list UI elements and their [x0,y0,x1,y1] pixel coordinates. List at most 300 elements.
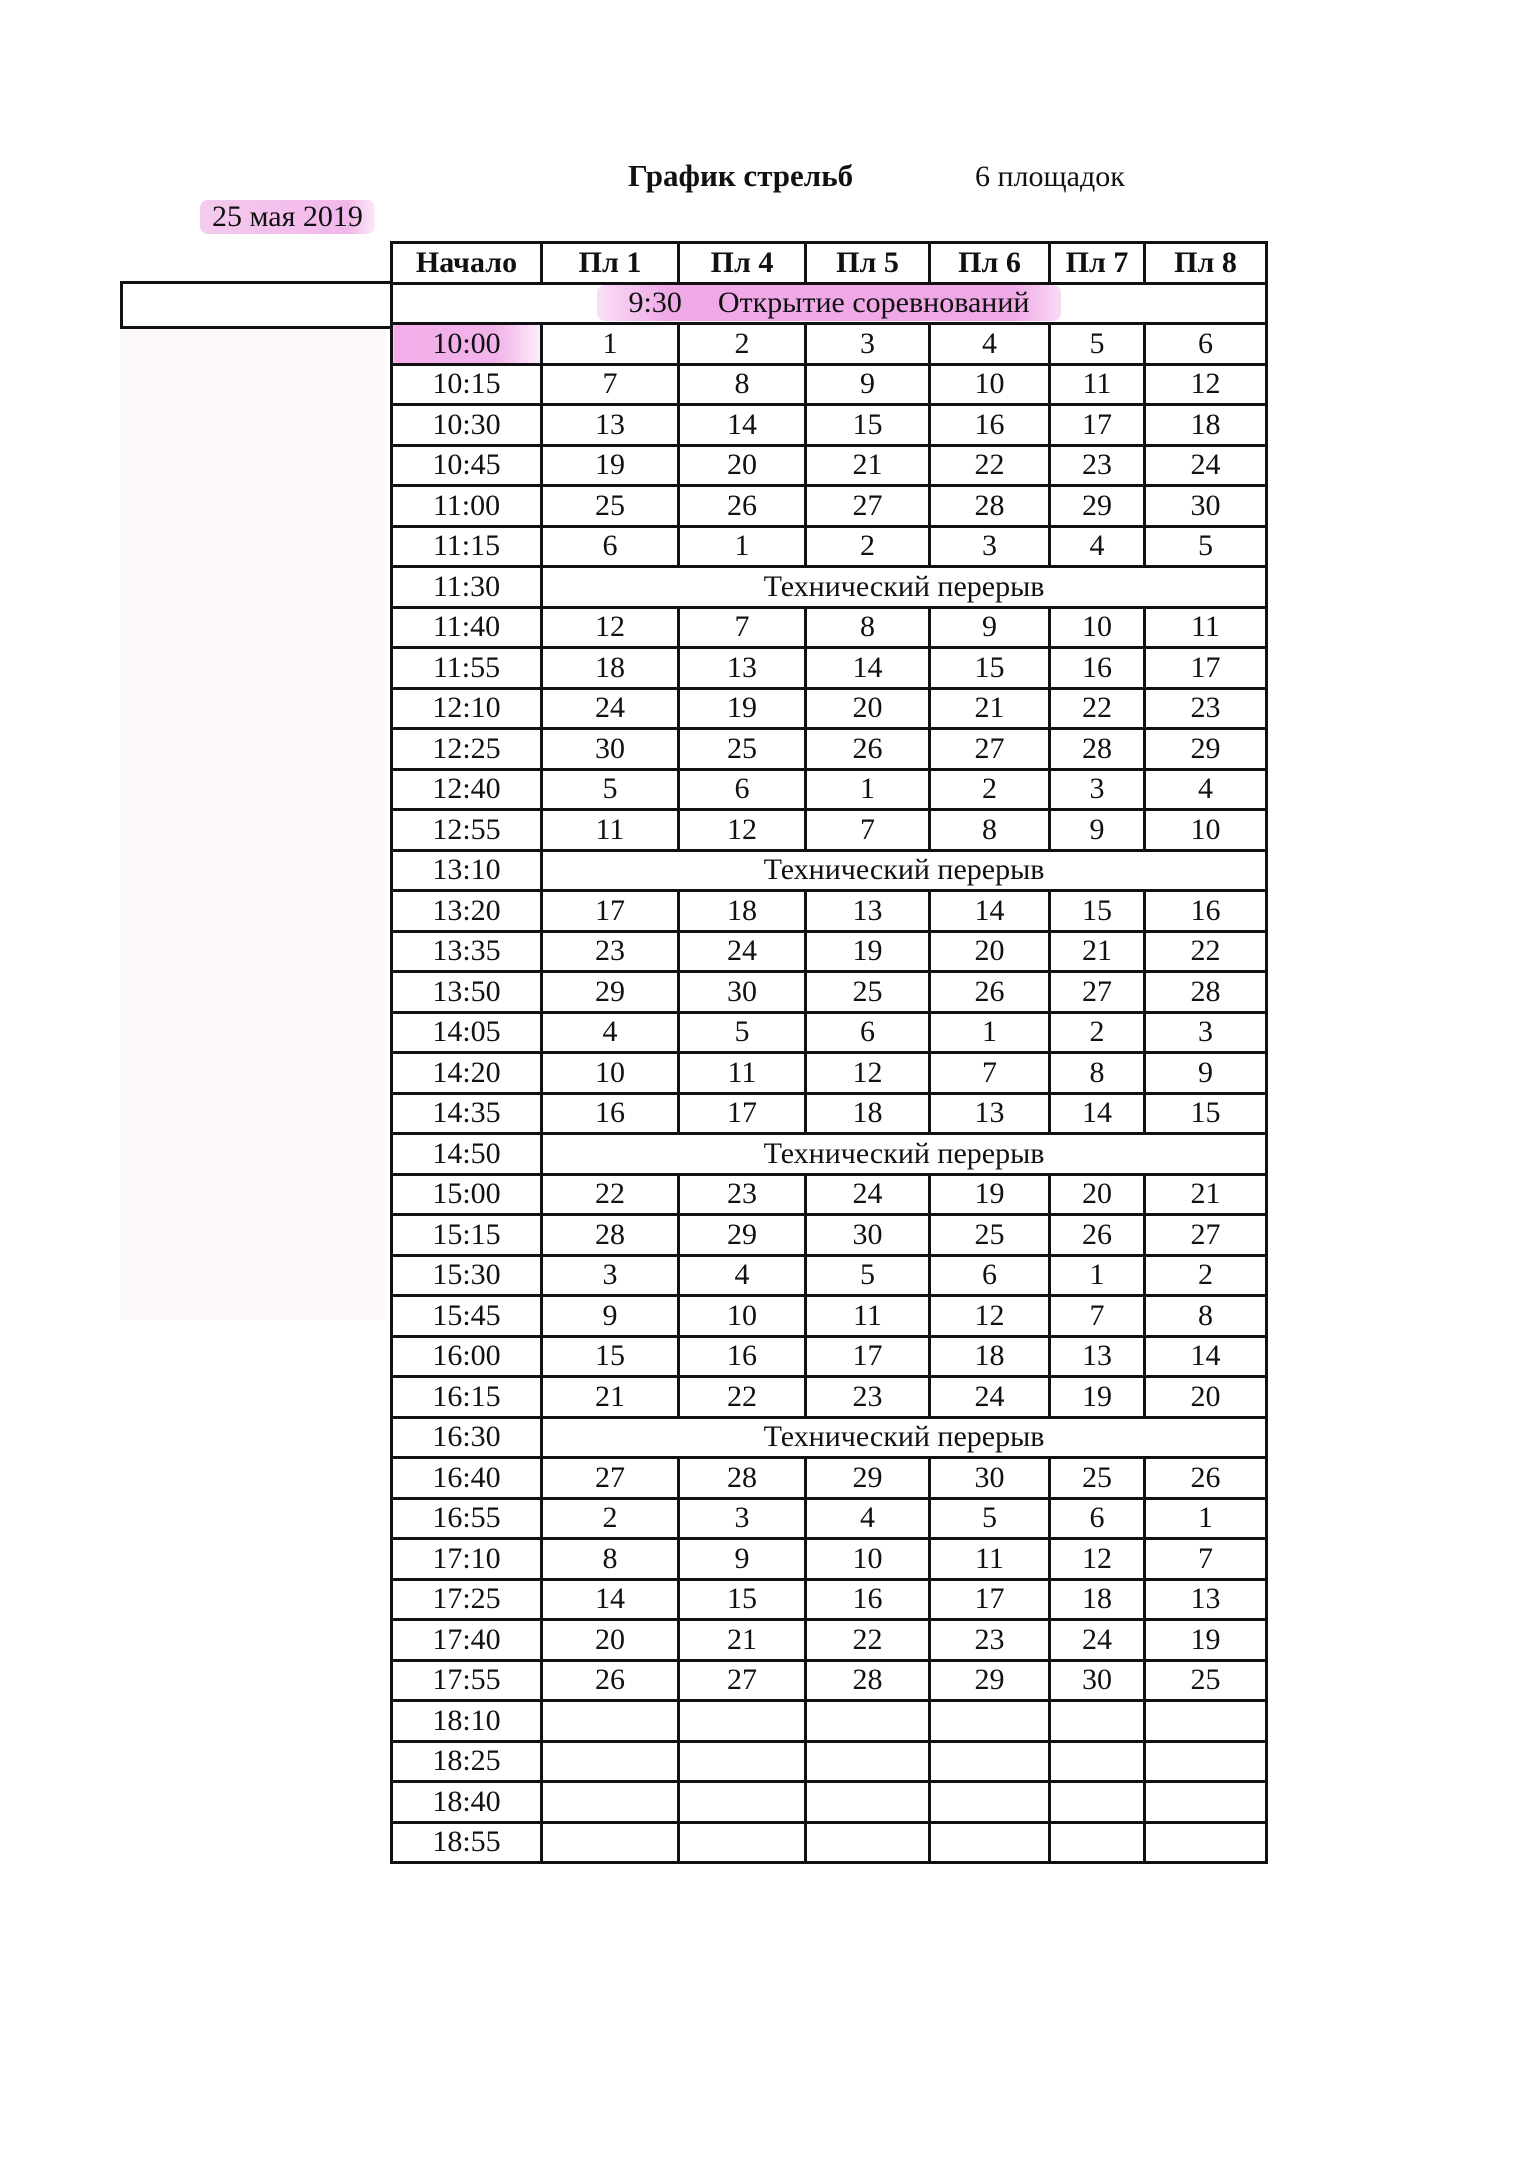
time-cell: 14:35 [392,1093,542,1134]
time-cell: 17:40 [392,1620,542,1661]
group-cell: 3 [1050,769,1145,810]
table-row [392,486,1267,527]
table-row [392,769,1267,810]
group-cell: 5 [806,1255,930,1296]
table-row [392,729,1267,770]
group-cell: 15 [679,1579,806,1620]
column-header-pl4: Пл 4 [679,243,806,284]
time-cell: 18:40 [392,1782,542,1823]
group-cell [542,1782,679,1823]
group-cell: 3 [679,1498,806,1539]
group-cell [930,1701,1050,1742]
group-cell [1050,1741,1145,1782]
group-cell: 30 [1145,486,1267,527]
group-cell: 9 [930,607,1050,648]
group-cell: 19 [679,688,806,729]
group-cell: 12 [679,810,806,851]
group-cell: 30 [679,972,806,1013]
time-cell: 15:30 [392,1255,542,1296]
margin-shade [120,280,386,1320]
group-cell: 2 [1145,1255,1267,1296]
group-cell: 30 [930,1458,1050,1499]
table-row [392,1053,1267,1094]
group-cell: 13 [806,891,930,932]
group-cell: 6 [1050,1498,1145,1539]
time-cell: 15:00 [392,1174,542,1215]
group-cell: 4 [679,1255,806,1296]
group-cell: 11 [542,810,679,851]
table-row [392,891,1267,932]
time-cell: 16:55 [392,1498,542,1539]
group-cell: 26 [806,729,930,770]
table-row [392,931,1267,972]
table-row [392,364,1267,405]
time-cell: 18:55 [392,1822,542,1863]
time-cell: 18:25 [392,1741,542,1782]
time-cell: 12:25 [392,729,542,770]
group-cell [1145,1741,1267,1782]
group-cell: 23 [1145,688,1267,729]
group-cell [930,1782,1050,1823]
group-cell: 18 [679,891,806,932]
column-header-pl7: Пл 7 [1050,243,1145,284]
group-cell: 13 [542,405,679,446]
group-cell: 5 [679,1012,806,1053]
group-cell: 22 [930,445,1050,486]
group-cell: 27 [1145,1215,1267,1256]
group-cell: 14 [930,891,1050,932]
group-cell: 1 [930,1012,1050,1053]
time-cell: 13:10 [392,850,542,891]
group-cell: 21 [1145,1174,1267,1215]
group-cell: 19 [930,1174,1050,1215]
group-cell: 12 [1050,1539,1145,1580]
group-cell: 7 [1050,1296,1145,1337]
group-cell: 26 [1145,1458,1267,1499]
time-cell: 11:15 [392,526,542,567]
group-cell: 29 [679,1215,806,1256]
group-cell: 2 [1050,1012,1145,1053]
opening-cell [392,283,1267,324]
group-cell: 16 [542,1093,679,1134]
group-cell: 2 [679,324,806,365]
break-cell: Технический перерыв [542,850,1267,891]
group-cell [542,1822,679,1863]
group-cell: 17 [930,1579,1050,1620]
group-cell: 16 [1145,891,1267,932]
break-row [392,1134,1267,1175]
group-cell: 28 [930,486,1050,527]
time-cell: 10:30 [392,405,542,446]
time-cell: 13:35 [392,931,542,972]
group-cell: 15 [806,405,930,446]
group-cell: 6 [1145,324,1267,365]
group-cell: 1 [542,324,679,365]
time-cell: 12:10 [392,688,542,729]
opening-highlight [597,285,1062,321]
group-cell: 24 [1145,445,1267,486]
group-cell: 26 [930,972,1050,1013]
group-cell: 11 [806,1296,930,1337]
break-cell: Технический перерыв [542,567,1267,608]
table-row [392,1296,1267,1337]
group-cell: 5 [542,769,679,810]
group-cell: 16 [1050,648,1145,689]
group-cell: 6 [679,769,806,810]
time-cell: 14:50 [392,1134,542,1175]
group-cell: 12 [930,1296,1050,1337]
group-cell: 10 [930,364,1050,405]
time-cell: 17:55 [392,1660,542,1701]
group-cell: 4 [542,1012,679,1053]
time-cell: 11:00 [392,486,542,527]
time-cell: 15:45 [392,1296,542,1337]
group-cell: 17 [1050,405,1145,446]
group-cell: 23 [679,1174,806,1215]
group-cell [806,1782,930,1823]
group-cell: 28 [1145,972,1267,1013]
group-cell: 1 [806,769,930,810]
column-header-pl5: Пл 5 [806,243,930,284]
group-cell: 9 [1145,1053,1267,1094]
time-cell: 10:15 [392,364,542,405]
group-cell: 24 [542,688,679,729]
group-cell: 16 [679,1336,806,1377]
group-cell: 29 [806,1458,930,1499]
group-cell: 11 [930,1539,1050,1580]
time-cell: 16:15 [392,1377,542,1418]
group-cell [679,1701,806,1742]
group-cell: 9 [806,364,930,405]
group-cell: 8 [1145,1296,1267,1337]
group-cell [679,1741,806,1782]
group-cell: 17 [806,1336,930,1377]
group-cell: 18 [1145,405,1267,446]
group-cell: 17 [679,1093,806,1134]
group-cell: 5 [930,1498,1050,1539]
time-cell: 10:00 [392,324,542,365]
group-cell: 19 [542,445,679,486]
table-row [392,1174,1267,1215]
group-cell: 27 [679,1660,806,1701]
group-cell: 29 [1050,486,1145,527]
table-row [392,1539,1267,1580]
group-cell: 25 [1145,1660,1267,1701]
group-cell [806,1741,930,1782]
group-cell: 19 [1145,1620,1267,1661]
group-cell: 11 [1050,364,1145,405]
time-cell: 13:20 [392,891,542,932]
table-row [392,1620,1267,1661]
group-cell: 17 [542,891,679,932]
group-cell: 25 [679,729,806,770]
group-cell: 21 [679,1620,806,1661]
table-row [392,1741,1267,1782]
group-cell: 16 [806,1579,930,1620]
group-cell: 25 [1050,1458,1145,1499]
time-cell: 16:40 [392,1458,542,1499]
group-cell: 22 [1050,688,1145,729]
time-cell: 16:30 [392,1417,542,1458]
group-cell: 5 [1050,324,1145,365]
table-row [392,445,1267,486]
break-row [392,567,1267,608]
group-cell: 29 [930,1660,1050,1701]
table-row [392,1579,1267,1620]
time-cell: 16:00 [392,1336,542,1377]
header-row [392,243,1267,284]
group-cell [542,1741,679,1782]
group-cell: 20 [806,688,930,729]
group-cell [1050,1822,1145,1863]
group-cell: 1 [679,526,806,567]
table-row [392,526,1267,567]
group-cell: 18 [806,1093,930,1134]
group-cell: 24 [930,1377,1050,1418]
group-cell [679,1782,806,1823]
time-cell: 11:30 [392,567,542,608]
group-cell: 6 [930,1255,1050,1296]
group-cell: 11 [679,1053,806,1094]
group-cell: 7 [542,364,679,405]
table-row [392,1255,1267,1296]
group-cell: 15 [542,1336,679,1377]
group-cell: 4 [1050,526,1145,567]
group-cell: 8 [679,364,806,405]
group-cell: 12 [542,607,679,648]
group-cell: 27 [930,729,1050,770]
table-row [392,1215,1267,1256]
opening-label: Открытие соревнований [717,286,1030,320]
time-cell: 18:10 [392,1701,542,1742]
group-cell: 9 [679,1539,806,1580]
group-cell [679,1822,806,1863]
time-cell: 15:15 [392,1215,542,1256]
table-row [392,1782,1267,1823]
page-subtitle: 6 площадок [975,160,1125,193]
group-cell: 28 [806,1660,930,1701]
group-cell: 28 [542,1215,679,1256]
group-cell: 19 [806,931,930,972]
group-cell [1145,1701,1267,1742]
group-cell [930,1822,1050,1863]
table-row [392,607,1267,648]
group-cell: 6 [542,526,679,567]
group-cell: 3 [806,324,930,365]
group-cell: 9 [542,1296,679,1337]
group-cell: 27 [1050,972,1145,1013]
group-cell [1145,1782,1267,1823]
table-row [392,688,1267,729]
opening-time: 9:30 [628,286,682,320]
schedule-table [390,241,1268,1864]
group-cell: 18 [930,1336,1050,1377]
group-cell: 22 [1145,931,1267,972]
group-cell: 21 [930,688,1050,729]
table-row [392,1498,1267,1539]
group-cell [1050,1701,1145,1742]
break-cell: Технический перерыв [542,1134,1267,1175]
group-cell: 3 [1145,1012,1267,1053]
group-cell [1050,1782,1145,1823]
group-cell: 1 [1145,1498,1267,1539]
group-cell: 12 [806,1053,930,1094]
group-cell: 20 [1050,1174,1145,1215]
group-cell: 14 [679,405,806,446]
group-cell: 27 [806,486,930,527]
table-row [392,405,1267,446]
group-cell: 3 [542,1255,679,1296]
group-cell: 12 [1145,364,1267,405]
group-cell: 13 [930,1093,1050,1134]
group-cell: 28 [679,1458,806,1499]
table-row [392,1822,1267,1863]
time-cell: 14:05 [392,1012,542,1053]
time-cell: 10:45 [392,445,542,486]
group-cell [806,1822,930,1863]
group-cell: 20 [930,931,1050,972]
group-cell: 6 [806,1012,930,1053]
group-cell: 4 [930,324,1050,365]
group-cell: 30 [806,1215,930,1256]
time-cell: 13:50 [392,972,542,1013]
table-row [392,648,1267,689]
group-cell: 2 [806,526,930,567]
group-cell: 7 [679,607,806,648]
break-cell: Технический перерыв [542,1417,1267,1458]
group-cell: 21 [542,1377,679,1418]
group-cell: 14 [1050,1093,1145,1134]
group-cell: 10 [679,1296,806,1337]
group-cell: 23 [930,1620,1050,1661]
time-cell: 12:40 [392,769,542,810]
group-cell: 24 [679,931,806,972]
group-cell: 24 [806,1174,930,1215]
group-cell: 29 [542,972,679,1013]
group-cell: 24 [1050,1620,1145,1661]
group-cell: 9 [1050,810,1145,851]
group-cell: 26 [1050,1215,1145,1256]
group-cell: 29 [1145,729,1267,770]
group-cell: 2 [542,1498,679,1539]
table-row [392,1377,1267,1418]
group-cell: 17 [1145,648,1267,689]
opening-row [392,283,1267,324]
group-cell: 22 [806,1620,930,1661]
group-cell: 15 [1050,891,1145,932]
group-cell: 10 [806,1539,930,1580]
time-cell: 11:40 [392,607,542,648]
group-cell: 30 [1050,1660,1145,1701]
group-cell: 23 [806,1377,930,1418]
group-cell [930,1741,1050,1782]
empty-label-box [120,281,393,329]
group-cell: 7 [930,1053,1050,1094]
group-cell: 13 [1145,1579,1267,1620]
group-cell: 15 [930,648,1050,689]
break-row [392,850,1267,891]
group-cell: 15 [1145,1093,1267,1134]
group-cell: 2 [930,769,1050,810]
time-cell: 12:55 [392,810,542,851]
group-cell: 26 [542,1660,679,1701]
group-cell: 4 [1145,769,1267,810]
group-cell: 8 [806,607,930,648]
group-cell: 21 [1050,931,1145,972]
group-cell: 20 [1145,1377,1267,1418]
group-cell: 30 [542,729,679,770]
time-cell: 17:10 [392,1539,542,1580]
group-cell: 10 [1050,607,1145,648]
group-cell: 7 [806,810,930,851]
group-cell: 1 [1050,1255,1145,1296]
column-header-pl6: Пл 6 [930,243,1050,284]
group-cell: 25 [806,972,930,1013]
group-cell: 23 [542,931,679,972]
group-cell: 25 [542,486,679,527]
group-cell: 8 [930,810,1050,851]
group-cell: 10 [542,1053,679,1094]
time-cell: 11:55 [392,648,542,689]
table-row [392,1012,1267,1053]
group-cell: 4 [806,1498,930,1539]
date-label: 25 мая 2019 [200,200,375,234]
column-header-pl8: Пл 8 [1145,243,1267,284]
group-cell: 19 [1050,1377,1145,1418]
group-cell: 14 [542,1579,679,1620]
table-row [392,1458,1267,1499]
table-row [392,972,1267,1013]
group-cell: 23 [1050,445,1145,486]
group-cell: 26 [679,486,806,527]
table-row [392,810,1267,851]
group-cell: 5 [1145,526,1267,567]
group-cell: 14 [1145,1336,1267,1377]
page-title: График стрельб [628,158,854,193]
group-cell: 14 [806,648,930,689]
table-row [392,1336,1267,1377]
group-cell: 21 [806,445,930,486]
group-cell: 18 [542,648,679,689]
group-cell: 28 [1050,729,1145,770]
group-cell: 11 [1145,607,1267,648]
group-cell: 13 [679,648,806,689]
table-row [392,1701,1267,1742]
group-cell: 22 [679,1377,806,1418]
table-row [392,1093,1267,1134]
group-cell: 8 [542,1539,679,1580]
column-header-pl1: Пл 1 [542,243,679,284]
group-cell: 20 [679,445,806,486]
group-cell: 7 [1145,1539,1267,1580]
group-cell [1145,1822,1267,1863]
group-cell [806,1701,930,1742]
break-row [392,1417,1267,1458]
table-row [392,1660,1267,1701]
group-cell: 10 [1145,810,1267,851]
group-cell: 18 [1050,1579,1145,1620]
time-cell: 17:25 [392,1579,542,1620]
group-cell: 25 [930,1215,1050,1256]
group-cell: 27 [542,1458,679,1499]
group-cell: 16 [930,405,1050,446]
group-cell: 13 [1050,1336,1145,1377]
group-cell: 8 [1050,1053,1145,1094]
group-cell: 3 [930,526,1050,567]
column-header-start: Начало [392,243,542,284]
group-cell: 22 [542,1174,679,1215]
table-row [392,324,1267,365]
